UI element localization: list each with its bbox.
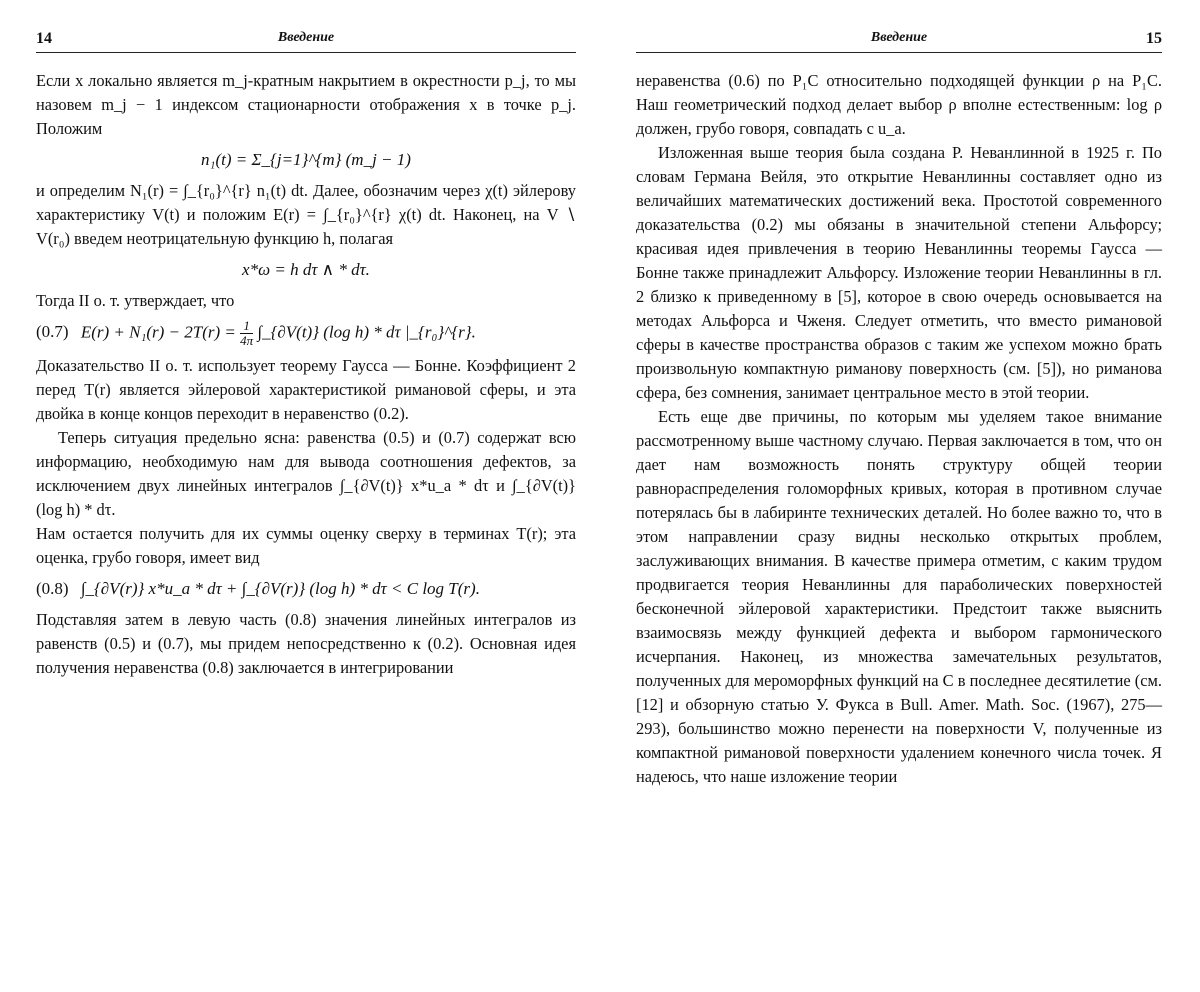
paragraph: Изложенная выше теория была создана Р. Неванлинной в 1925 г. По словам Германа Вейля, это открытие Неванлинны составляет одно из величайших математических достижений века. Простотой современного доказательства (0.2) мы обязаны в значительной степени Альфорсу; красивая идея привлечения в теорию Неванлинны теоремы Гаусса — Бонне также принадлежит Альфорсу. Изложение теории Неванлинны в гл. 2 близко к приведенному в [5], которое в свою очередь основывается на методах Альфорса и Чженя. Следует отметить, что вместо римановой сферы в качестве пространства образов с таким же успехом можно брать произвольную компактную риманову поверхность (см. [5]), но риманова сфера, без сомнения, занимает центральное место в этой теории. [636, 143, 1162, 402]
equation-label: (0.7) [36, 322, 69, 342]
running-title: Введение [870, 30, 928, 45]
fraction-denominator: 4π [240, 333, 254, 348]
paragraph: Нам остается получить для их суммы оценку сверху в терминах T(r); эта оценка, грубо говоря, имеет вид [36, 524, 576, 567]
equation-body: ∫_{∂V(r)} x*u_a * dτ + ∫_{∂V(r)} (log h) * dτ < C log T(r). [80, 579, 480, 598]
equation-0-8 [36, 576, 576, 602]
running-title: Введение [277, 30, 335, 45]
page-number: 14 [36, 30, 52, 47]
paragraph: Есть еще две причины, по которым мы уделяем такое внимание рассмотренному выше частному случаю. Первая заключается в том, что он дает нам возможность понять структуру общей теории равнораспределения голоморфных кривых, которая в противном случае потерялась бы в лабиринте технических деталей. Но более важно то, что в этом направлении сразу видны несколько открытых проблем, заслуживающих внимания. В качестве примера отметим, с каким трудом продвигается теория Неванлинны для параболических поверхностей бесконечной эйлеровой характеристики. Предстоит также выяснить взаимосвязь между функцией дефекта и выбором гармонического исчерпания. Наконец, из множества замечательных результатов, полученных для мероморфных функций на C в последнее десятилетие (см. [12] и обзорную статью У. Фукса в Bull. Amer. Math. Soc. (1967), 275—293), большинство можно перенести на поверхности V, полученные из компактной римановой поверхности удалением конечного числа точек. Я надеюсь, что наше изложение теории [636, 407, 1162, 786]
equation-lhs: E(r) + N₁(r) − 2T(r) = [80, 322, 236, 342]
right-page [636, 28, 1162, 789]
paragraph: Теперь ситуация предельно ясна: равенства (0.5) и (0.7) содержат всю информацию, необходимую нам для вывода соотношения дефектов, за исключением двух линейных интегралов ∫_{∂V(t)} x*u_a * dτ и ∫_{∂V(t)} (log h) * dτ. [36, 428, 576, 519]
page-header [36, 28, 576, 53]
paragraph: неравенства (0.6) по P₁C относительно подходящей функции ρ на P₁C. Наш геометрический подход делает выбор ρ вполне естественным: log ρ должен, грубо говоря, совпадать с u_a. [636, 71, 1162, 138]
paragraph: Если x локально является m_j-кратным накрытием в окрестности p_j, то мы назовем m_j − 1 индексом стационарности отображения x в точке p_j. Положим [36, 71, 576, 138]
equation-n1: n₁(t) = Σ_{j=1}^{m} (m_j − 1) [201, 150, 411, 169]
page-header [636, 28, 1162, 53]
equation-0-7 [36, 319, 576, 348]
paragraph: Подставляя затем в левую часть (0.8) значения линейных интегралов из равенств (0.5) и (0.7), мы придем непосредственно к (0.2). Основная идея получения неравенства (0.8) заключается в интегрировании [36, 610, 576, 677]
equation-label: (0.8) [36, 579, 69, 598]
paragraph: Тогда II о. т. утверждает, что [36, 291, 235, 310]
paragraph: Доказательство II о. т. использует теорему Гаусса — Бонне. Коэффициент 2 перед T(r) является эйлеровой характеристикой римановой сферы, и эта двойка в конце концов переходит в неравенство (0.2). [36, 356, 576, 423]
page-number: 15 [1146, 30, 1162, 47]
equation-rhs: ∫_{∂V(t)} (log h) * dτ |_{r₀}^{r}. [257, 322, 476, 342]
fraction-numerator: 1 [240, 319, 253, 334]
paragraph: и определим N₁(r) = ∫_{r₀}^{r} n₁(t) dt. Далее, обозначим через χ(t) эйлерову характеристику V(t) и положим E(r) = ∫_{r₀}^{r} χ(t) dt. Наконец, на V ∖ V(r₀) введем неотрицательную функцию h, полагая [36, 181, 576, 248]
equation-omega: x*ω = h dτ ∧ * dτ. [242, 260, 370, 279]
fraction [240, 319, 253, 348]
left-page [36, 28, 576, 680]
